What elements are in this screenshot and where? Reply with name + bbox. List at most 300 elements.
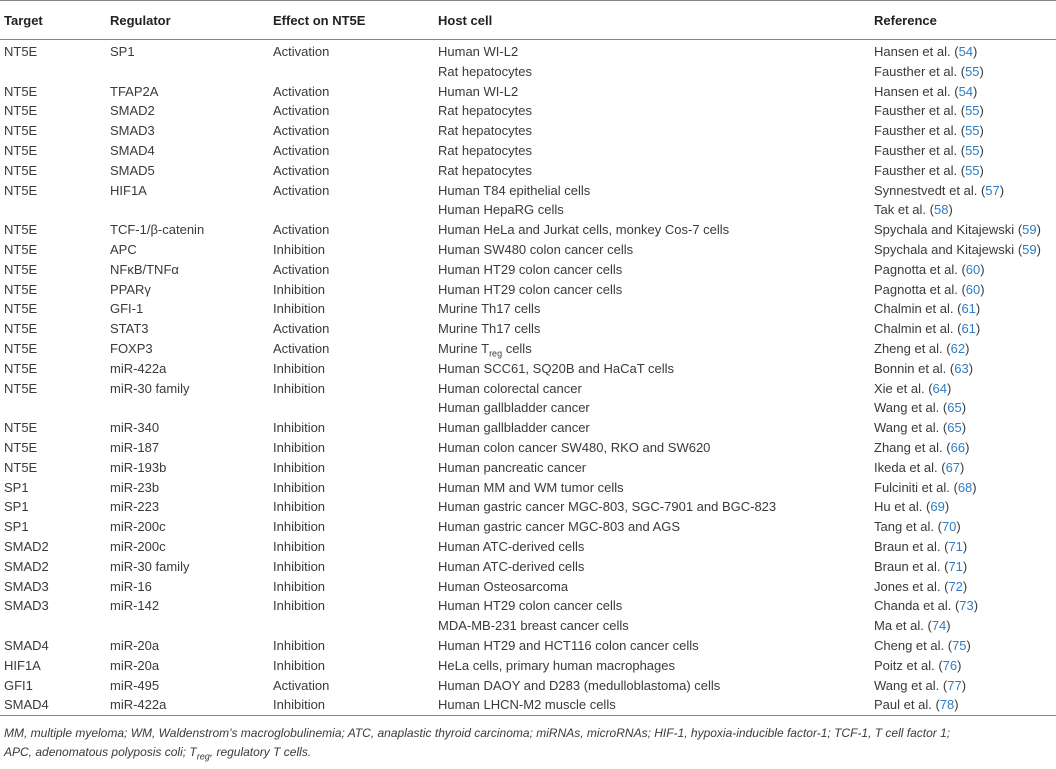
footnote-part2: APC, adenomatous polyposis coli; T	[4, 745, 197, 759]
cell-host-cell	[438, 121, 874, 141]
cell-target: NT5E	[4, 261, 38, 277]
reference-link[interactable]: 71	[948, 558, 963, 574]
cell-effect: Inhibition	[273, 439, 326, 455]
host-text: Human ATC-derived cells	[438, 558, 585, 574]
table-row	[0, 40, 1056, 62]
host-text: Human HT29 colon cancer cells	[438, 281, 623, 297]
cell-reference: Synnestvedt et al. (57)	[874, 182, 1005, 198]
cell-reference: Zhang et al. (66)	[874, 439, 970, 455]
host-text-after: cells	[502, 340, 532, 356]
reference-link[interactable]: 61	[961, 301, 976, 317]
host-subscript: reg	[489, 348, 503, 359]
reference-author: Paul et al.	[874, 697, 932, 713]
cell-reference: Spychala and Kitajewski (59)	[874, 222, 1041, 238]
cell-target	[0, 398, 110, 418]
cell-regulator	[110, 398, 273, 418]
table-row	[0, 141, 1056, 161]
cell-target: NT5E	[4, 420, 38, 436]
cell-host-cell	[438, 161, 874, 181]
footnote-part1: MM, multiple myeloma; WM, Waldenstrom's macroglobulinemia; ATC, anaplastic thyroid carcinoma; miRNAs, microRNAs; HIF-1, hypoxia-inducible factor-1; TCF-1, T cell factor 1;	[4, 726, 951, 740]
reference-link[interactable]: 54	[958, 83, 974, 99]
host-text: Human ATC-derived cells	[438, 538, 585, 554]
table-row	[0, 478, 1056, 498]
cell-regulator: miR-142	[110, 598, 160, 614]
cell-effect: Inhibition	[273, 695, 438, 715]
cell-host-cell	[438, 181, 874, 201]
cell-host-cell	[438, 497, 874, 517]
cell-host-cell	[438, 220, 874, 240]
cell-host-cell	[438, 260, 874, 280]
cell-regulator: miR-340	[110, 420, 160, 436]
cell-effect: Activation	[273, 222, 330, 238]
cell-reference: Xie et al. (64)	[874, 380, 952, 396]
reference-link[interactable]: 65	[947, 400, 962, 416]
cell-target: NT5E	[4, 360, 38, 376]
host-text: Rat hepatocytes	[438, 103, 532, 119]
cell-effect: Inhibition	[273, 380, 326, 396]
reference-link[interactable]: 74	[931, 618, 947, 634]
reference-author: Chalmin et al.	[874, 301, 954, 317]
reference-link[interactable]: 78	[939, 697, 955, 713]
cell-effect: Activation	[273, 162, 330, 178]
cell-reference: Cheng et al. (75)	[874, 637, 971, 653]
cell-effect: Activation	[273, 677, 330, 693]
cell-effect: Inhibition	[273, 499, 326, 515]
reference-author: Chanda et al.	[874, 598, 952, 614]
host-text: Human LHCN-M2 muscle cells	[438, 697, 616, 713]
cell-host-cell	[438, 240, 874, 260]
cell-regulator: GFI-1	[110, 301, 144, 317]
cell-effect: Inhibition	[273, 360, 326, 376]
cell-reference: Spychala and Kitajewski (59)	[874, 241, 1041, 257]
table-row	[0, 260, 1056, 280]
table-row	[0, 676, 1056, 696]
table-row	[0, 101, 1056, 121]
host-text: Human SW480 colon cancer cells	[438, 241, 634, 257]
table-row	[0, 418, 1056, 438]
host-text: Rat hepatocytes	[438, 63, 532, 79]
cell-target: SP1	[4, 519, 29, 535]
cell-effect: Activation	[273, 340, 330, 356]
cell-regulator: TFAP2A	[110, 83, 159, 99]
cell-regulator: SP1	[110, 44, 135, 59]
table-row	[0, 240, 1056, 260]
reference-link[interactable]: 55	[965, 142, 980, 158]
reference-author: Fausther et al.	[874, 63, 958, 79]
reference-author: Spychala and Kitajewski	[874, 222, 1015, 238]
cell-host-cell	[438, 101, 874, 121]
header-effect: Effect on NT5E	[273, 1, 438, 40]
table-row	[0, 517, 1056, 537]
cell-reference: Chanda et al. (73)	[874, 598, 979, 614]
reference-author: Zhang et al.	[874, 439, 943, 455]
cell-effect: Inhibition	[273, 281, 326, 297]
reference-link[interactable]: 59	[1022, 222, 1037, 238]
cell-regulator	[110, 62, 273, 82]
cell-target: NT5E	[4, 103, 38, 119]
reference-author: Jones et al.	[874, 578, 941, 594]
cell-reference: Chalmin et al. (61)	[874, 321, 981, 337]
cell-effect	[273, 200, 438, 220]
reference-author: Braun et al.	[874, 558, 941, 574]
cell-reference: Jones et al. (72)	[874, 578, 968, 594]
table-row	[0, 596, 1056, 616]
table-row	[0, 695, 1056, 715]
reference-link[interactable]: 55	[965, 123, 980, 139]
cell-host-cell	[438, 695, 874, 715]
table-row	[0, 181, 1056, 201]
cell-target: SMAD3	[4, 598, 49, 614]
cell-effect: Inhibition	[273, 479, 326, 495]
cell-effect: Inhibition	[273, 519, 326, 535]
cell-reference: Paul et al. (78)	[874, 695, 1056, 715]
cell-target: NT5E	[4, 281, 38, 297]
cell-regulator: miR-16	[110, 578, 152, 594]
cell-reference: Hansen et al. (54)	[874, 44, 978, 59]
host-text: Human gastric cancer MGC-803 and AGS	[438, 519, 681, 535]
reference-link[interactable]: 55	[965, 63, 980, 79]
reference-link[interactable]: 73	[959, 598, 974, 614]
cell-target: SMAD2	[4, 558, 49, 574]
reference-author: Fulciniti et al.	[874, 479, 950, 495]
cell-target: NT5E	[4, 123, 38, 139]
cell-reference: Pagnotta et al. (60)	[874, 281, 985, 297]
host-text: Human HT29 colon cancer cells	[438, 598, 623, 614]
cell-regulator: FOXP3	[110, 340, 153, 356]
cell-host-cell	[438, 557, 874, 577]
cell-target	[0, 616, 110, 636]
reference-author: Chalmin et al.	[874, 321, 954, 337]
reference-author: Fausther et al.	[874, 103, 958, 119]
cell-host-cell	[438, 141, 874, 161]
reference-link[interactable]: 66	[950, 439, 966, 455]
cell-host-cell	[438, 676, 874, 696]
cell-reference: Poitz et al. (76)	[874, 657, 962, 673]
cell-effect: Inhibition	[273, 637, 326, 653]
reference-link[interactable]: 60	[965, 261, 981, 277]
host-text: Human DAOY and D283 (medulloblastoma) cells	[438, 677, 721, 693]
cell-target: NT5E	[4, 162, 38, 178]
cell-reference: Fausther et al. (55)	[874, 63, 984, 79]
reference-link[interactable]: 61	[961, 321, 976, 337]
cell-effect: Activation	[273, 123, 330, 139]
cell-effect: Activation	[273, 83, 330, 99]
cell-reference: Fausther et al. (55)	[874, 142, 984, 158]
table-footnote	[4, 724, 1044, 762]
host-text: Human MM and WM tumor cells	[438, 479, 624, 495]
reference-author: Spychala and Kitajewski	[874, 241, 1015, 257]
table-row	[0, 220, 1056, 240]
host-text: Human colon cancer SW480, RKO and SW620	[438, 439, 711, 455]
cell-reference: Fausther et al. (55)	[874, 123, 984, 139]
cell-effect: Inhibition	[273, 241, 326, 257]
table-row	[0, 121, 1056, 141]
host-text: Human WI-L2	[438, 44, 519, 59]
cell-host-cell	[438, 200, 874, 220]
header-row	[0, 1, 1056, 40]
cell-regulator: miR-200c	[110, 519, 166, 535]
reference-author: Tak et al.	[874, 202, 927, 218]
cell-reference: Braun et al. (71)	[874, 538, 968, 554]
cell-reference: Bonnin et al. (63)	[874, 360, 974, 376]
reference-author: Ikeda et al.	[874, 459, 938, 475]
reference-author: Fausther et al.	[874, 123, 958, 139]
header-host-cell: Host cell	[438, 1, 874, 40]
host-text: Human HT29 colon cancer cells	[438, 261, 623, 277]
reference-link[interactable]: 65	[947, 420, 962, 436]
reference-link[interactable]: 67	[945, 459, 961, 475]
table-row	[0, 398, 1056, 418]
reference-link[interactable]: 59	[1022, 241, 1037, 257]
cell-target: NT5E	[4, 44, 38, 59]
reference-author: Poitz et al.	[874, 657, 935, 673]
cell-regulator: miR-422a	[110, 360, 167, 376]
cell-host-cell	[438, 577, 874, 597]
host-text: Rat hepatocytes	[438, 142, 532, 158]
cell-regulator: miR-193b	[110, 459, 167, 475]
cell-host-cell	[438, 656, 874, 676]
reference-link[interactable]: 76	[942, 657, 958, 673]
cell-effect: Activation	[273, 261, 330, 277]
cell-host-cell	[438, 458, 874, 478]
cell-reference: Tang et al. (70)	[874, 519, 961, 535]
cell-host-cell	[438, 379, 874, 399]
reference-link[interactable]: 62	[950, 340, 966, 356]
reference-author: Zheng et al.	[874, 340, 943, 356]
cell-regulator: miR-495	[110, 677, 160, 693]
cell-effect: Activation	[273, 142, 330, 158]
cell-host-cell	[438, 537, 874, 557]
cell-regulator: HIF1A	[110, 182, 147, 198]
host-text: Human gallbladder cancer	[438, 400, 590, 416]
cell-target: SMAD3	[4, 578, 49, 594]
cell-effect	[273, 616, 438, 636]
cell-target	[0, 62, 110, 82]
cell-regulator: SMAD3	[110, 123, 155, 139]
cell-effect: Inhibition	[273, 578, 326, 594]
table-row	[0, 577, 1056, 597]
cell-reference: Ikeda et al. (67)	[874, 459, 965, 475]
table-row	[0, 200, 1056, 220]
cell-host-cell	[438, 438, 874, 458]
cell-regulator: SMAD5	[110, 162, 155, 178]
reference-author: Tang et al.	[874, 519, 934, 535]
cell-regulator: miR-23b	[110, 479, 160, 495]
host-text: Murine T	[438, 340, 490, 356]
footnote-subscript: reg	[196, 751, 210, 762]
cell-target: GFI1	[4, 677, 33, 693]
cell-host-cell	[438, 616, 874, 636]
table-row	[0, 299, 1056, 319]
table-row	[0, 497, 1056, 517]
cell-effect: Inhibition	[273, 538, 326, 554]
reference-link[interactable]: 60	[965, 281, 981, 297]
cell-target: NT5E	[4, 301, 38, 317]
cell-target: SMAD4	[4, 637, 49, 653]
cell-target: NT5E	[4, 241, 38, 257]
reference-link[interactable]: 63	[954, 360, 969, 376]
reference-author: Cheng et al.	[874, 637, 945, 653]
cell-host-cell	[438, 40, 874, 62]
cell-regulator: miR-30 family	[110, 380, 190, 396]
cell-host-cell	[438, 339, 874, 359]
host-text: Human SCC61, SQ20B and HaCaT cells	[438, 360, 675, 376]
table-row	[0, 557, 1056, 577]
cell-regulator: miR-223	[110, 499, 160, 515]
host-text: Human T84 epithelial cells	[438, 182, 591, 198]
table-row	[0, 458, 1056, 478]
cell-host-cell	[438, 478, 874, 498]
cell-reference: Fausther et al. (55)	[874, 103, 984, 119]
host-text: Rat hepatocytes	[438, 162, 532, 178]
cell-reference: Tak et al. (58)	[874, 202, 953, 218]
cell-target: NT5E	[4, 222, 38, 238]
table-row	[0, 319, 1056, 339]
cell-reference: Ma et al. (74)	[874, 618, 951, 634]
cell-host-cell	[438, 82, 874, 102]
reference-author: Wang et al.	[874, 420, 940, 436]
host-text: Human HepaRG cells	[438, 202, 564, 218]
reference-link[interactable]: 72	[948, 578, 963, 594]
cell-effect: Activation	[273, 182, 330, 198]
cell-effect: Activation	[273, 44, 330, 59]
cell-host-cell	[438, 359, 874, 379]
cell-reference: Pagnotta et al. (60)	[874, 261, 985, 277]
host-text: Murine Th17 cells	[438, 301, 541, 317]
cell-effect: Inhibition	[273, 657, 326, 673]
host-text: Human gallbladder cancer	[438, 420, 590, 436]
cell-regulator: APC	[110, 241, 137, 257]
cell-reference: Fausther et al. (55)	[874, 162, 984, 178]
cell-effect: Inhibition	[273, 301, 326, 317]
cell-regulator: miR-30 family	[110, 558, 190, 574]
cell-reference: Zheng et al. (62)	[874, 340, 970, 356]
cell-host-cell	[438, 636, 874, 656]
table-row	[0, 537, 1056, 557]
cell-target: NT5E	[4, 459, 38, 475]
reference-link[interactable]: 68	[957, 479, 973, 495]
cell-regulator	[110, 200, 273, 220]
cell-regulator: miR-200c	[110, 538, 166, 554]
cell-host-cell	[438, 418, 874, 438]
cell-regulator: miR-20a	[110, 637, 160, 653]
reference-author: Ma et al.	[874, 618, 924, 634]
reference-link[interactable]: 69	[930, 499, 945, 515]
reference-link[interactable]: 54	[958, 44, 974, 59]
cell-reference: Wang et al. (65)	[874, 400, 967, 416]
cell-effect: Inhibition	[273, 420, 326, 436]
cell-regulator: PPARγ	[110, 281, 151, 297]
cell-regulator: NFκB/TNFα	[110, 261, 179, 277]
header-regulator: Regulator	[110, 1, 273, 40]
table-row	[0, 636, 1056, 656]
cell-regulator: miR-187	[110, 439, 160, 455]
host-text: Rat hepatocytes	[438, 123, 532, 139]
cell-target: SMAD4	[0, 695, 110, 715]
cell-target: NT5E	[4, 340, 38, 356]
cell-effect: Inhibition	[273, 598, 326, 614]
cell-regulator: SMAD4	[110, 142, 155, 158]
cell-target: SP1	[4, 479, 29, 495]
cell-effect: Inhibition	[273, 558, 326, 574]
table-row	[0, 656, 1056, 676]
cell-target: NT5E	[4, 142, 38, 158]
reference-link[interactable]: 58	[933, 202, 949, 218]
reference-link[interactable]: 70	[941, 519, 957, 535]
reference-link[interactable]: 55	[965, 103, 980, 119]
cell-target: SMAD2	[4, 538, 49, 554]
cell-regulator: miR-20a	[110, 657, 160, 673]
table-body	[0, 40, 1056, 716]
host-text: Human colorectal cancer	[438, 380, 582, 396]
cell-reference: Hansen et al. (54)	[874, 83, 978, 99]
cell-reference: Wang et al. (77)	[874, 677, 967, 693]
cell-host-cell	[438, 62, 874, 82]
cell-target	[0, 200, 110, 220]
cell-reference: Wang et al. (65)	[874, 420, 967, 436]
cell-host-cell	[438, 299, 874, 319]
cell-effect: Activation	[273, 321, 330, 337]
reference-author: Hansen et al.	[874, 44, 951, 59]
table-row	[0, 616, 1056, 636]
cell-host-cell	[438, 596, 874, 616]
reference-author: Xie et al.	[874, 380, 925, 396]
cell-effect: Inhibition	[273, 459, 326, 475]
cell-reference: Chalmin et al. (61)	[874, 301, 981, 317]
reference-link[interactable]: 57	[985, 182, 1000, 198]
cell-regulator: SMAD2	[110, 103, 155, 119]
reference-link[interactable]: 71	[948, 538, 963, 554]
cell-effect	[273, 398, 438, 418]
table-row	[0, 359, 1056, 379]
cell-effect: Activation	[273, 103, 330, 119]
host-text: Human HeLa and Jurkat cells, monkey Cos-7 cells	[438, 222, 730, 238]
table-row	[0, 379, 1056, 399]
cell-reference: Braun et al. (71)	[874, 558, 968, 574]
cell-regulator: miR-422a	[110, 695, 273, 715]
cell-target: NT5E	[4, 83, 38, 99]
reference-author: Fausther et al.	[874, 142, 958, 158]
reference-link[interactable]: 75	[952, 637, 967, 653]
table-row	[0, 82, 1056, 102]
reference-link[interactable]: 55	[965, 162, 980, 178]
reference-author: Pagnotta et al.	[874, 261, 958, 277]
table-row	[0, 280, 1056, 300]
reference-author: Fausther et al.	[874, 162, 958, 178]
cell-target: NT5E	[4, 182, 38, 198]
reference-author: Hansen et al.	[874, 83, 951, 99]
cell-regulator: TCF-1/β-catenin	[110, 222, 205, 238]
cell-effect	[273, 62, 438, 82]
table-row	[0, 339, 1056, 359]
cell-target: HIF1A	[4, 657, 41, 673]
cell-target: NT5E	[4, 439, 38, 455]
reference-link[interactable]: 77	[947, 677, 962, 693]
cell-target: NT5E	[4, 321, 38, 337]
cell-reference: Hu et al. (69)	[874, 499, 950, 515]
host-text: Human Osteosarcoma	[438, 578, 569, 594]
reference-author: Pagnotta et al.	[874, 281, 958, 297]
cell-regulator: STAT3	[110, 321, 149, 337]
host-text: Murine Th17 cells	[438, 321, 541, 337]
footnote-part3: , regulatory T cells.	[209, 745, 312, 759]
cell-regulator	[110, 616, 273, 636]
host-text: Human HT29 and HCT116 colon cancer cells	[438, 637, 699, 653]
reference-author: Wang et al.	[874, 677, 940, 693]
host-text: HeLa cells, primary human macrophages	[438, 657, 675, 673]
reference-link[interactable]: 64	[932, 380, 948, 396]
header-reference: Reference	[874, 1, 1056, 40]
